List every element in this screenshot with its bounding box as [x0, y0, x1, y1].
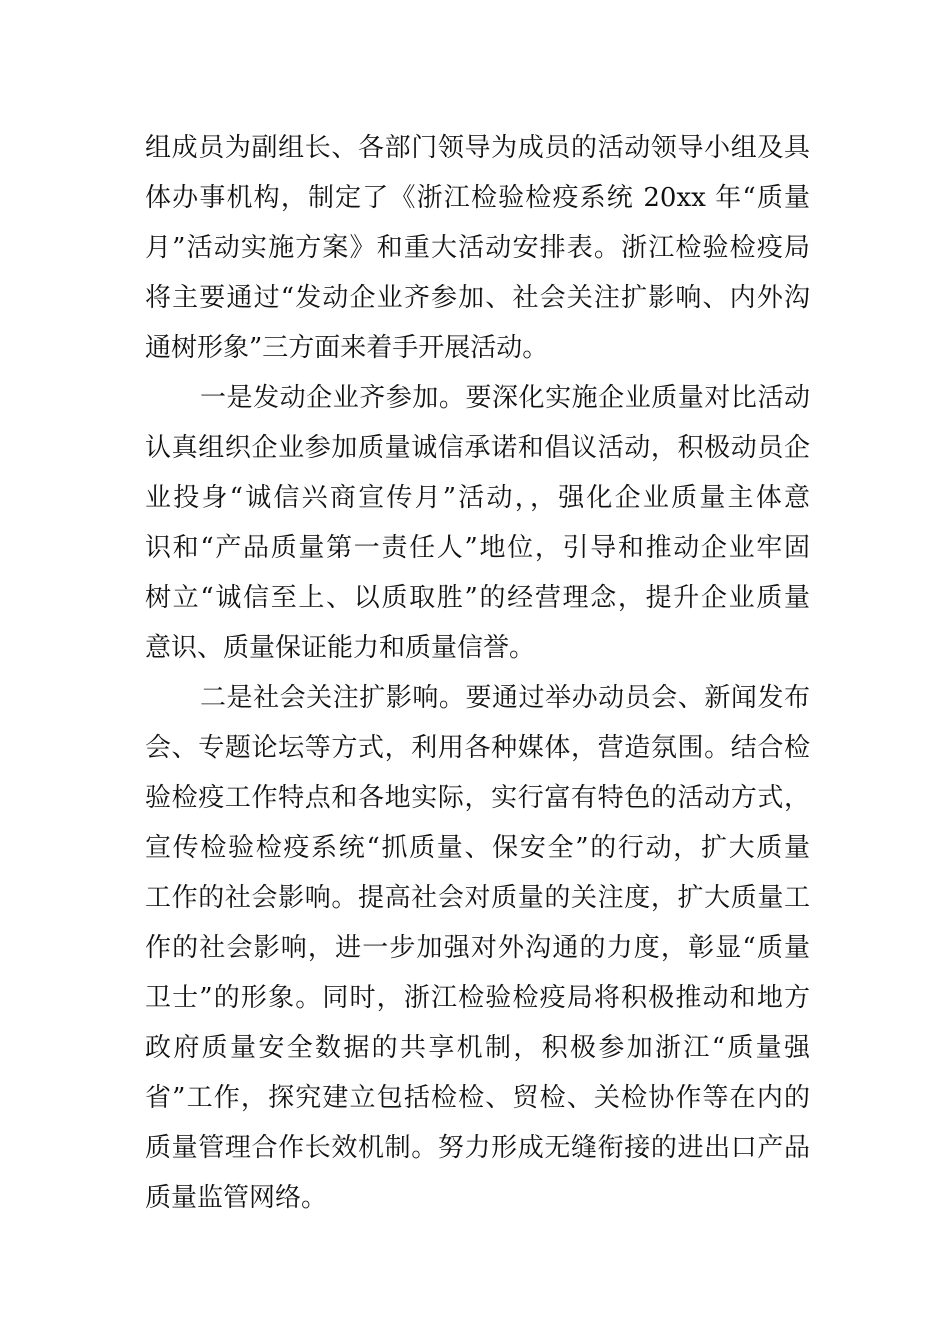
- text-line: 将主要通过“发动企业齐参加、社会关注扩影响、内外沟: [145, 283, 810, 313]
- text-line: 树立“诚信至上、以质取胜”的经营理念，提升企业质量: [145, 583, 810, 613]
- paragraph-1: [145, 123, 810, 373]
- text-line: 卫士”的形象。同时，浙江检验检疫局将积极推动和地方: [145, 983, 810, 1013]
- text-line: 政府质量安全数据的共享机制，积极参加浙江“质量强: [145, 1033, 810, 1063]
- paragraph-2: [145, 373, 810, 673]
- text-line: 认真组织企业参加质量诚信承诺和倡议活动，积极动员企: [145, 433, 810, 463]
- text-line: 识和“产品质量第一责任人”地位，引导和推动企业牢固: [145, 533, 810, 563]
- text-line: 验检疫工作特点和各地实际，实行富有特色的活动方式，: [145, 783, 810, 813]
- text-line: 业投身“诚信兴商宣传月”活动，，强化企业质量主体意: [145, 483, 810, 513]
- text-line: 意识、质量保证能力和质量信誉。: [145, 633, 536, 663]
- paragraph-3: [145, 673, 810, 1223]
- text-line: 质量监管网络。: [145, 1183, 328, 1213]
- document-body: [145, 123, 810, 1223]
- text-line: 省”工作，探究建立包括检检、贸检、关检协作等在内的: [145, 1083, 810, 1113]
- text-line: 宣传检验检疫系统“抓质量、保安全”的行动，扩大质量: [145, 833, 810, 863]
- text-line: 会、专题论坛等方式，利用各种媒体，营造氛围。结合检: [145, 733, 810, 763]
- text-line: 组成员为副组长、各部门领导为成员的活动领导小组及具: [145, 133, 810, 163]
- text-line: 月”活动实施方案》和重大活动安排表。浙江检验检疫局: [145, 233, 810, 263]
- text-line: 作的社会影响，进一步加强对外沟通的力度，彰显“质量: [145, 933, 810, 963]
- text-line: 质量管理合作长效机制。努力形成无缝衔接的进出口产品: [145, 1133, 810, 1163]
- text-line: 一是发动企业齐参加。要深化实施企业质量对比活动: [200, 383, 810, 413]
- text-line: 工作的社会影响。提高社会对质量的关注度，扩大质量工: [145, 883, 810, 913]
- text-line: 通树形象”三方面来着手开展活动。: [145, 333, 549, 363]
- text-line: 二是社会关注扩影响。要通过举办动员会、新闻发布: [200, 683, 810, 713]
- text-line: 体办事机构，制定了《浙江检验检疫系统 20xx 年“质量: [145, 183, 810, 213]
